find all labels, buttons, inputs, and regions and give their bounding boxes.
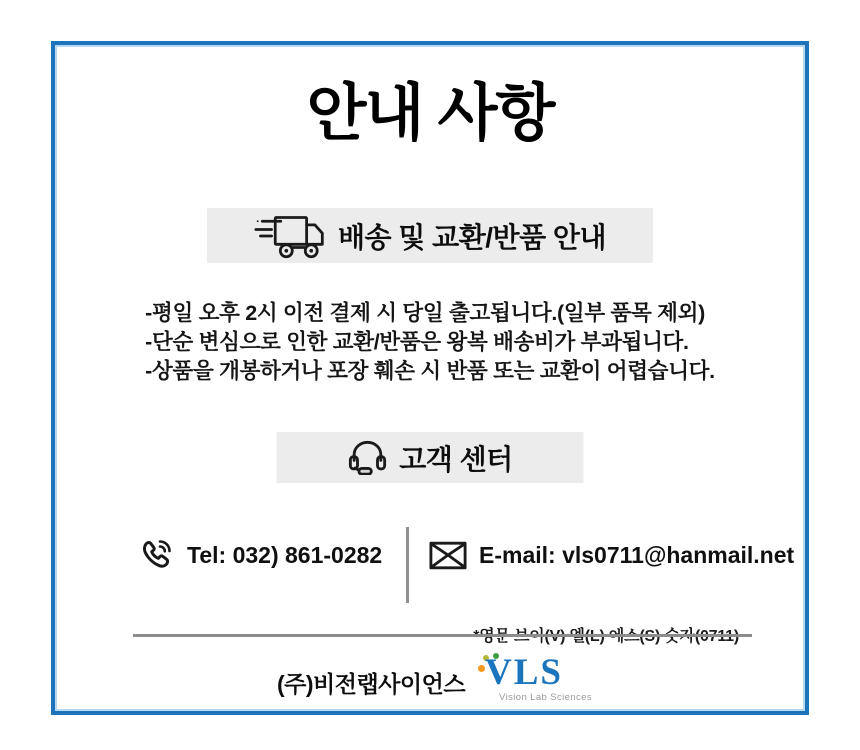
company-name: (주)비전랩사이언스: [276, 670, 466, 697]
notice-frame: [51, 41, 809, 715]
phone-call-icon: [138, 537, 174, 573]
footer: [55, 651, 805, 707]
envelope-icon: [429, 541, 467, 570]
shipping-heading-label: 배송 및 교환/반품 안내: [337, 221, 607, 253]
page-title: 안내 사항: [306, 79, 554, 148]
shipping-policy-item: -단순 변심으로 인한 교환/반품은 왕복 배송비가 부과됩니다.: [145, 330, 689, 354]
email-contact: [429, 541, 794, 570]
logo-subtext: Vision Lab Sciences: [499, 692, 593, 703]
logo-dot-orange: [478, 665, 485, 672]
shipping-policy-item: -상품을 개봉하거나 포장 훼손 시 반품 또는 교환이 어렵습니다.: [145, 359, 715, 383]
shipping-policy-item: -평일 오후 2시 이전 결제 시 당일 출고됩니다.(일부 품목 제외): [145, 301, 705, 325]
footer-divider: [133, 634, 752, 637]
shipping-section-heading: [207, 208, 653, 263]
phone-number: Tel: 032) 861-0282: [187, 541, 383, 568]
shipping-policy-lines: [145, 299, 715, 386]
shipping-policy-list: [55, 299, 805, 386]
customer-center-label: 고객 센터: [399, 443, 513, 475]
contact-divider: [406, 527, 409, 603]
delivery-truck-icon: [254, 212, 326, 260]
contact-row: [55, 525, 805, 650]
phone-contact: [138, 537, 382, 573]
logo-text: VLS: [485, 652, 564, 693]
customer-center-heading: [277, 432, 584, 483]
vls-logo: [475, 652, 593, 706]
email-address: E-mail: vls0711@hanmail.net: [479, 542, 795, 568]
headset-icon: [347, 440, 387, 475]
